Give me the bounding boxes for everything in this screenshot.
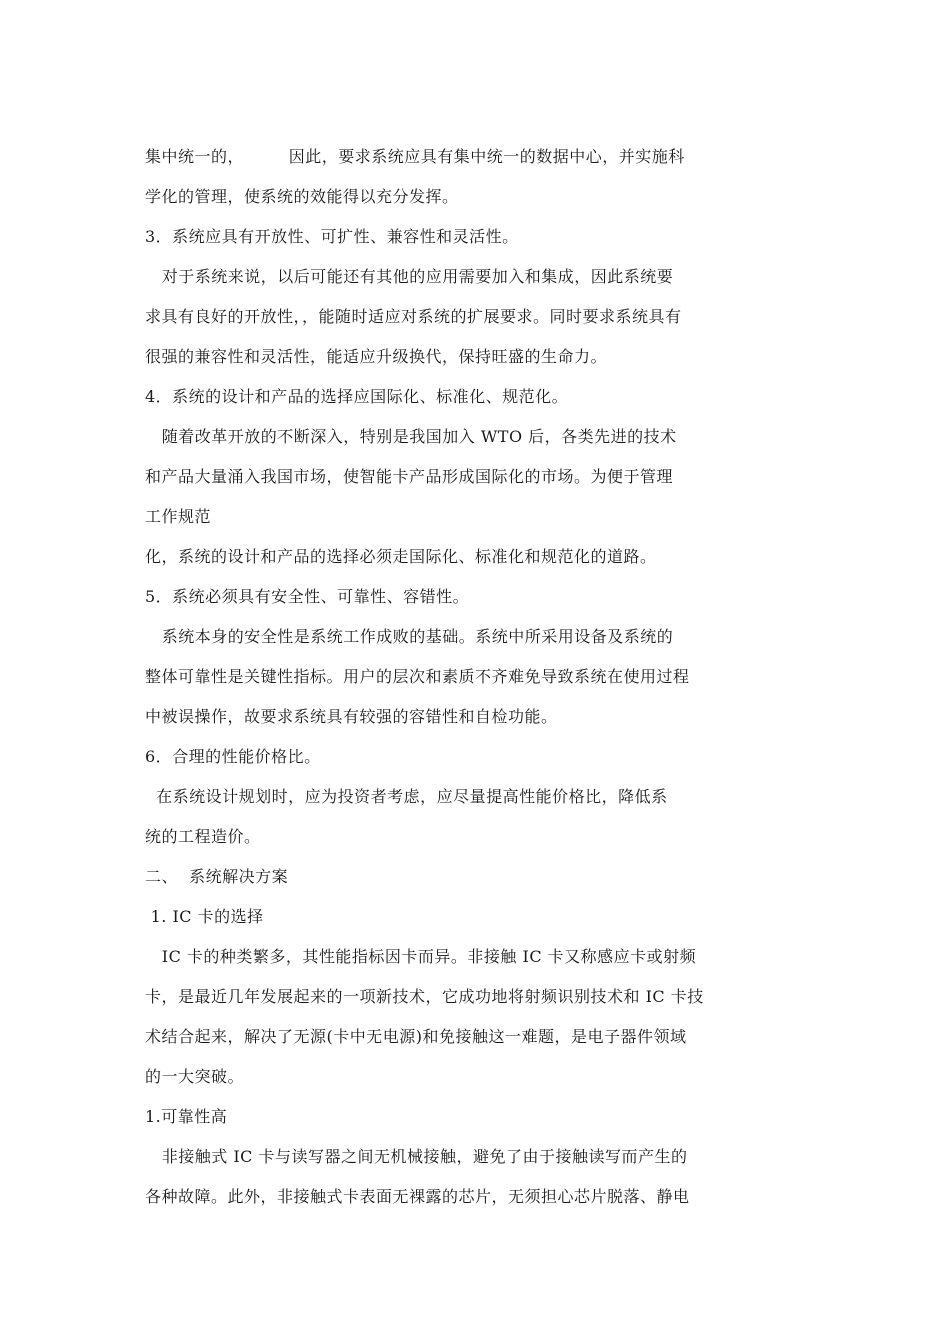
paragraph-line: 整体可靠性是关键性指标。用户的层次和素质不齐难免导致系统在使用过程 xyxy=(145,667,690,686)
paragraph-line: 很强的兼容性和灵活性，能适应升级换代，保持旺盛的生命力。 xyxy=(145,347,608,366)
paragraph-line: 中被误操作，故要求系统具有较强的容错性和自检功能。 xyxy=(145,707,558,726)
section-heading: 5．系统必须具有安全性、可靠性、容错性。 xyxy=(145,587,470,606)
paragraph-line: 系统本身的安全性是系统工作成败的基础。系统中所采用设备及系统的 xyxy=(145,627,674,646)
paragraph-line: 统的工程造价。 xyxy=(145,827,261,846)
paragraph-line: 求具有良好的开放性，，能随时适应对系统的扩展要求。同时要求系统具有 xyxy=(145,307,682,326)
section-heading: 6．合理的性能价格比。 xyxy=(145,747,321,766)
section-heading: 3．系统应具有开放性、可扩性、兼容性和灵活性。 xyxy=(145,227,519,246)
paragraph-line: 的一大突破。 xyxy=(145,1067,245,1086)
section-heading: 4．系统的设计和产品的选择应国际化、标准化、规范化。 xyxy=(145,387,569,406)
paragraph-line: 对于系统来说，以后可能还有其他的应用需要加入和集成，因此系统要 xyxy=(145,267,674,286)
paragraph-line: 非接触式 IC 卡与读写器之间无机械接触，避免了由于接触读写而产生的 xyxy=(145,1147,688,1166)
paragraph-line: 学化的管理，使系统的效能得以充分发挥。 xyxy=(145,187,459,206)
paragraph-line: 各种故障。此外，非接触式卡表面无裸露的芯片，无须担心芯片脱落、静电 xyxy=(145,1187,690,1206)
chapter-heading: 二、 系统解决方案 xyxy=(145,867,289,886)
paragraph-line: 化，系统的设计和产品的选择必须走国际化、标准化和规范化的道路。 xyxy=(145,547,657,566)
paragraph-line: 在系统设计规划时，应为投资者考虑，应尽量提高性能价格比，降低系 xyxy=(145,787,668,806)
subsection-heading: 1.可靠性高 xyxy=(145,1107,228,1126)
paragraph-line: 和产品大量涌入我国市场，使智能卡产品形成国际化的市场。为便于管理 xyxy=(145,467,674,486)
subsection-heading: 1. IC 卡的选择 xyxy=(145,907,264,926)
paragraph-line: 集中统一的， 因此，要求系统应具有集中统一的数据中心，并实施科 xyxy=(145,147,685,166)
paragraph-line: 术结合起来，解决了无源(卡中无电源)和免接触这一难题，是电子器件领域 xyxy=(145,1027,687,1046)
paragraph-line: IC 卡的种类繁多，其性能指标因卡而异。非接触 IC 卡又称感应卡或射频 xyxy=(145,947,697,966)
paragraph-line: 卡，是最近几年发展起来的一项新技术，它成功地将射频识别技术和 IC 卡技 xyxy=(145,987,704,1006)
paragraph-line: 随着改革开放的不断深入，特别是我国加入 WTO 后，各类先进的技术 xyxy=(145,427,677,446)
paragraph-line: 工作规范 xyxy=(145,507,212,526)
